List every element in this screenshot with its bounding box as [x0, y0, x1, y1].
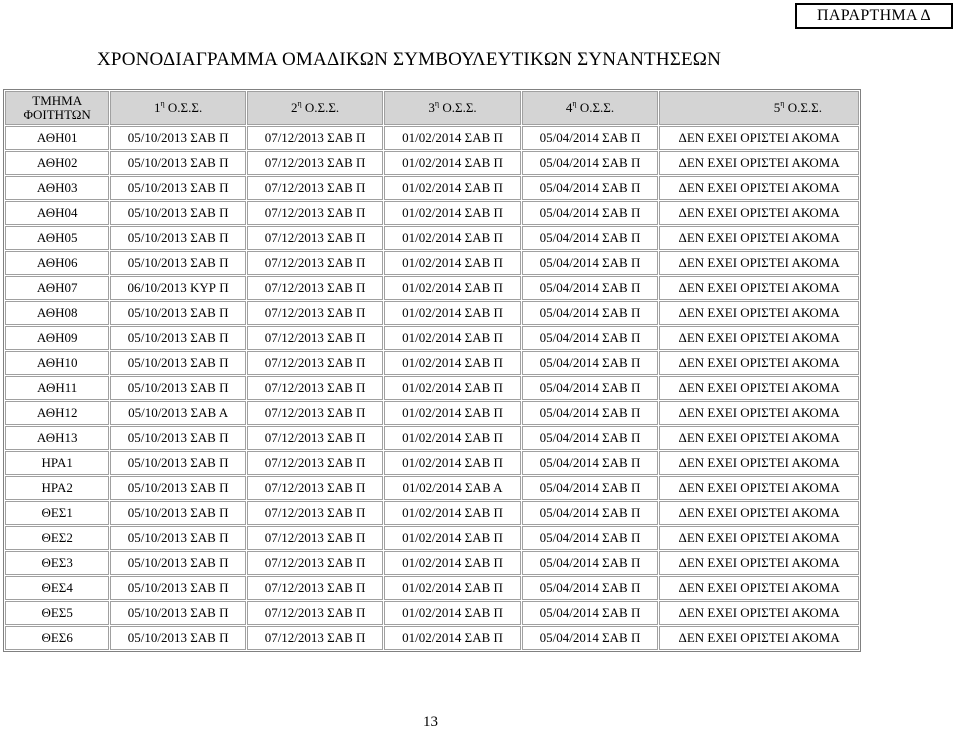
header-label: Ο.Σ.Σ.	[301, 100, 340, 115]
cell-c4: 05/04/2014 ΣΑΒ Π	[522, 301, 658, 325]
header-sup: η	[434, 99, 440, 108]
cell-c2: 07/12/2013 ΣΑΒ Π	[247, 526, 383, 550]
cell-c4: 05/04/2014 ΣΑΒ Π	[522, 601, 658, 625]
cell-dept: ΗΡΑ2	[5, 476, 109, 500]
cell-c3: 01/02/2014 ΣΑΒ Π	[384, 326, 520, 350]
cell-c3: 01/02/2014 ΣΑΒ Π	[384, 376, 520, 400]
header-num: 2	[290, 100, 298, 115]
cell-dept: ΑΘΗ11	[5, 376, 109, 400]
header-dept-line1: ΤΜΗΜΑ	[32, 93, 83, 108]
cell-c5: ΔΕΝ ΕΧΕΙ ΟΡΙΣΤΕΙ ΑΚΟΜΑ	[659, 151, 859, 175]
table-row	[5, 151, 859, 175]
header-sup: η	[572, 99, 577, 108]
cell-c3: 01/02/2014 ΣΑΒ Π	[384, 426, 520, 450]
header-num: 1	[153, 100, 161, 115]
header-sup: η	[160, 99, 165, 108]
cell-c2: 07/12/2013 ΣΑΒ Π	[247, 576, 383, 600]
cell-dept: ΑΘΗ10	[5, 351, 109, 375]
header-oss-5	[659, 91, 859, 125]
cell-c4: 05/04/2014 ΣΑΒ Π	[522, 226, 658, 250]
cell-c3: 01/02/2014 ΣΑΒ Π	[384, 601, 520, 625]
cell-c2: 07/12/2013 ΣΑΒ Π	[247, 351, 383, 375]
cell-c2: 07/12/2013 ΣΑΒ Π	[247, 626, 383, 650]
header-oss-1	[110, 91, 245, 125]
cell-dept: ΑΘΗ13	[5, 426, 109, 450]
header-num: 4	[565, 100, 573, 115]
cell-c4: 05/04/2014 ΣΑΒ Π	[522, 251, 658, 275]
cell-c3: 01/02/2014 ΣΑΒ Π	[384, 451, 520, 475]
cell-c1: 05/10/2013 ΣΑΒ Π	[110, 326, 245, 350]
cell-dept: ΑΘΗ12	[5, 401, 109, 425]
cell-dept: ΘΕΣ5	[5, 601, 109, 625]
header-label: Ο.Σ.Σ.	[576, 100, 615, 115]
cell-c1: 05/10/2013 ΣΑΒ Π	[110, 226, 245, 250]
cell-c5: ΔΕΝ ΕΧΕΙ ΟΡΙΣΤΕΙ ΑΚΟΜΑ	[659, 601, 859, 625]
cell-c1: 05/10/2013 ΣΑΒ Π	[110, 601, 245, 625]
cell-c3: 01/02/2014 ΣΑΒ Π	[384, 576, 520, 600]
cell-c3: 01/02/2014 ΣΑΒ Π	[384, 251, 520, 275]
cell-c4: 05/04/2014 ΣΑΒ Π	[522, 201, 658, 225]
cell-c1: 05/10/2013 ΣΑΒ Π	[110, 201, 245, 225]
cell-c3: 01/02/2014 ΣΑΒ Π	[384, 501, 520, 525]
cell-c3: 01/02/2014 ΣΑΒ Π	[384, 626, 520, 650]
cell-c5: ΔΕΝ ΕΧΕΙ ΟΡΙΣΤΕΙ ΑΚΟΜΑ	[659, 226, 859, 250]
header-dept-line2: ΦΟΙΤΗΤΩΝ	[23, 107, 91, 122]
table-row	[5, 526, 859, 550]
cell-c5: ΔΕΝ ΕΧΕΙ ΟΡΙΣΤΕΙ ΑΚΟΜΑ	[659, 401, 859, 425]
cell-c2: 07/12/2013 ΣΑΒ Π	[247, 551, 383, 575]
table-row	[5, 401, 859, 425]
cell-c5: ΔΕΝ ΕΧΕΙ ΟΡΙΣΤΕΙ ΑΚΟΜΑ	[659, 126, 859, 150]
cell-dept: ΑΘΗ08	[5, 301, 109, 325]
cell-c3: 01/02/2014 ΣΑΒ Π	[384, 351, 520, 375]
table-row	[5, 126, 859, 150]
cell-c4: 05/04/2014 ΣΑΒ Π	[522, 451, 658, 475]
header-num: 3	[428, 100, 435, 115]
cell-c3: 01/02/2014 ΣΑΒ Π	[384, 176, 520, 200]
header-num: 5	[773, 100, 781, 115]
cell-c2: 07/12/2013 ΣΑΒ Π	[247, 201, 383, 225]
table-row	[5, 351, 859, 375]
table-row	[5, 201, 859, 225]
table-header-row	[5, 91, 859, 125]
cell-c5: ΔΕΝ ΕΧΕΙ ΟΡΙΣΤΕΙ ΑΚΟΜΑ	[659, 301, 859, 325]
cell-c4: 05/04/2014 ΣΑΒ Π	[522, 626, 658, 650]
table-row	[5, 476, 859, 500]
header-label: Ο.Σ.Σ.	[164, 100, 203, 115]
cell-c1: 05/10/2013 ΣΑΒ Π	[110, 301, 245, 325]
cell-c5: ΔΕΝ ΕΧΕΙ ΟΡΙΣΤΕΙ ΑΚΟΜΑ	[659, 501, 859, 525]
page-number: 13	[423, 714, 438, 730]
cell-c4: 05/04/2014 ΣΑΒ Π	[522, 151, 658, 175]
cell-dept: ΑΘΗ06	[5, 251, 109, 275]
cell-c1: 05/10/2013 ΣΑΒ Α	[110, 401, 245, 425]
cell-c2: 07/12/2013 ΣΑΒ Π	[247, 601, 383, 625]
cell-c4: 05/04/2014 ΣΑΒ Π	[522, 326, 658, 350]
table-body	[5, 126, 859, 650]
cell-c4: 05/04/2014 ΣΑΒ Π	[522, 126, 658, 150]
cell-c2: 07/12/2013 ΣΑΒ Π	[247, 326, 383, 350]
table-row	[5, 626, 859, 650]
cell-c1: 05/10/2013 ΣΑΒ Π	[110, 351, 245, 375]
cell-c1: 05/10/2013 ΣΑΒ Π	[110, 476, 245, 500]
table-row	[5, 451, 859, 475]
cell-c4: 05/04/2014 ΣΑΒ Π	[522, 501, 658, 525]
cell-c5: ΔΕΝ ΕΧΕΙ ΟΡΙΣΤΕΙ ΑΚΟΜΑ	[659, 476, 859, 500]
cell-c4: 05/04/2014 ΣΑΒ Π	[522, 476, 658, 500]
table-row	[5, 501, 859, 525]
cell-c1: 05/10/2013 ΣΑΒ Π	[110, 501, 245, 525]
cell-c2: 07/12/2013 ΣΑΒ Π	[247, 376, 383, 400]
cell-c1: 05/10/2013 ΣΑΒ Π	[110, 376, 245, 400]
cell-c1: 05/10/2013 ΣΑΒ Π	[110, 576, 245, 600]
cell-dept: ΘΕΣ2	[5, 526, 109, 550]
cell-dept: ΑΘΗ01	[5, 126, 109, 150]
cell-c2: 07/12/2013 ΣΑΒ Π	[247, 401, 383, 425]
cell-c3: 01/02/2014 ΣΑΒ Π	[384, 126, 520, 150]
cell-c3: 01/02/2014 ΣΑΒ Π	[384, 151, 520, 175]
cell-dept: ΑΘΗ07	[5, 276, 109, 300]
cell-c2: 07/12/2013 ΣΑΒ Π	[247, 301, 383, 325]
annex-label: ΠΑΡΑΡΤΗΜΑ Δ	[795, 3, 953, 29]
cell-c5: ΔΕΝ ΕΧΕΙ ΟΡΙΣΤΕΙ ΑΚΟΜΑ	[659, 276, 859, 300]
schedule-table	[4, 90, 860, 651]
cell-c3: 01/02/2014 ΣΑΒ Π	[384, 201, 520, 225]
header-sup: η	[297, 99, 302, 108]
cell-c4: 05/04/2014 ΣΑΒ Π	[522, 551, 658, 575]
cell-dept: ΗΡΑ1	[5, 451, 109, 475]
header-dept	[5, 91, 109, 125]
cell-c5: ΔΕΝ ΕΧΕΙ ΟΡΙΣΤΕΙ ΑΚΟΜΑ	[659, 351, 859, 375]
cell-dept: ΘΕΣ3	[5, 551, 109, 575]
cell-c1: 05/10/2013 ΣΑΒ Π	[110, 126, 245, 150]
header-sup: η	[780, 99, 785, 108]
cell-c5: ΔΕΝ ΕΧΕΙ ΟΡΙΣΤΕΙ ΑΚΟΜΑ	[659, 251, 859, 275]
schedule-table-frame	[3, 89, 861, 652]
cell-c2: 07/12/2013 ΣΑΒ Π	[247, 451, 383, 475]
cell-c2: 07/12/2013 ΣΑΒ Π	[247, 476, 383, 500]
table-row	[5, 576, 859, 600]
cell-c5: ΔΕΝ ΕΧΕΙ ΟΡΙΣΤΕΙ ΑΚΟΜΑ	[659, 626, 859, 650]
cell-c1: 05/10/2013 ΣΑΒ Π	[110, 251, 245, 275]
cell-c1: 05/10/2013 ΣΑΒ Π	[110, 151, 245, 175]
cell-c2: 07/12/2013 ΣΑΒ Π	[247, 226, 383, 250]
table-row	[5, 176, 859, 200]
cell-c3: 01/02/2014 ΣΑΒ Π	[384, 401, 520, 425]
cell-c1: 05/10/2013 ΣΑΒ Π	[110, 551, 245, 575]
table-row	[5, 301, 859, 325]
header-oss-2	[247, 91, 383, 125]
cell-c3: 01/02/2014 ΣΑΒ Π	[384, 226, 520, 250]
cell-c4: 05/04/2014 ΣΑΒ Π	[522, 351, 658, 375]
cell-c2: 07/12/2013 ΣΑΒ Π	[247, 126, 383, 150]
header-oss-3	[384, 91, 520, 125]
cell-c4: 05/04/2014 ΣΑΒ Π	[522, 526, 658, 550]
document-title: ΧΡΟΝΟΔΙΑΓΡΑΜΜΑ ΟΜΑΔΙΚΩΝ ΣΥΜΒΟΥΛΕΥΤΙΚΩΝ ΣΥΝΑΝΤΗΣΕΩΝ	[97, 49, 722, 70]
cell-dept: ΑΘΗ02	[5, 151, 109, 175]
cell-c2: 07/12/2013 ΣΑΒ Π	[247, 176, 383, 200]
table-row	[5, 376, 859, 400]
cell-dept: ΘΕΣ1	[5, 501, 109, 525]
cell-c5: ΔΕΝ ΕΧΕΙ ΟΡΙΣΤΕΙ ΑΚΟΜΑ	[659, 526, 859, 550]
table-row	[5, 226, 859, 250]
cell-c2: 07/12/2013 ΣΑΒ Π	[247, 251, 383, 275]
cell-c1: 05/10/2013 ΣΑΒ Π	[110, 176, 245, 200]
cell-c5: ΔΕΝ ΕΧΕΙ ΟΡΙΣΤΕΙ ΑΚΟΜΑ	[659, 551, 859, 575]
cell-c4: 05/04/2014 ΣΑΒ Π	[522, 176, 658, 200]
cell-c3: 01/02/2014 ΣΑΒ Π	[384, 526, 520, 550]
cell-c5: ΔΕΝ ΕΧΕΙ ΟΡΙΣΤΕΙ ΑΚΟΜΑ	[659, 376, 859, 400]
cell-c3: 01/02/2014 ΣΑΒ Π	[384, 301, 520, 325]
table-row	[5, 601, 859, 625]
cell-c4: 05/04/2014 ΣΑΒ Π	[522, 426, 658, 450]
table-row	[5, 326, 859, 350]
cell-c2: 07/12/2013 ΣΑΒ Π	[247, 501, 383, 525]
cell-c5: ΔΕΝ ΕΧΕΙ ΟΡΙΣΤΕΙ ΑΚΟΜΑ	[659, 176, 859, 200]
cell-c1: 06/10/2013 ΚΥΡ Π	[110, 276, 245, 300]
table-row	[5, 276, 859, 300]
cell-c1: 05/10/2013 ΣΑΒ Π	[110, 526, 245, 550]
header-label: Ο.Σ.Σ.	[784, 100, 822, 115]
cell-c2: 07/12/2013 ΣΑΒ Π	[247, 276, 383, 300]
table-row	[5, 251, 859, 275]
cell-c4: 05/04/2014 ΣΑΒ Π	[522, 376, 658, 400]
table-row	[5, 551, 859, 575]
cell-dept: ΑΘΗ03	[5, 176, 109, 200]
cell-dept: ΘΕΣ4	[5, 576, 109, 600]
cell-c5: ΔΕΝ ΕΧΕΙ ΟΡΙΣΤΕΙ ΑΚΟΜΑ	[659, 326, 859, 350]
cell-c5: ΔΕΝ ΕΧΕΙ ΟΡΙΣΤΕΙ ΑΚΟΜΑ	[659, 451, 859, 475]
cell-dept: ΘΕΣ6	[5, 626, 109, 650]
cell-c4: 05/04/2014 ΣΑΒ Π	[522, 276, 658, 300]
cell-c1: 05/10/2013 ΣΑΒ Π	[110, 626, 245, 650]
cell-dept: ΑΘΗ09	[5, 326, 109, 350]
cell-c1: 05/10/2013 ΣΑΒ Π	[110, 426, 245, 450]
cell-c5: ΔΕΝ ΕΧΕΙ ΟΡΙΣΤΕΙ ΑΚΟΜΑ	[659, 201, 859, 225]
cell-c2: 07/12/2013 ΣΑΒ Π	[247, 151, 383, 175]
cell-c3: 01/02/2014 ΣΑΒ Π	[384, 551, 520, 575]
cell-c5: ΔΕΝ ΕΧΕΙ ΟΡΙΣΤΕΙ ΑΚΟΜΑ	[659, 576, 859, 600]
cell-c3: 01/02/2014 ΣΑΒ Α	[384, 476, 520, 500]
cell-c2: 07/12/2013 ΣΑΒ Π	[247, 426, 383, 450]
cell-c4: 05/04/2014 ΣΑΒ Π	[522, 576, 658, 600]
cell-c1: 05/10/2013 ΣΑΒ Π	[110, 451, 245, 475]
table-row	[5, 426, 859, 450]
cell-c5: ΔΕΝ ΕΧΕΙ ΟΡΙΣΤΕΙ ΑΚΟΜΑ	[659, 426, 859, 450]
cell-dept: ΑΘΗ05	[5, 226, 109, 250]
cell-c4: 05/04/2014 ΣΑΒ Π	[522, 401, 658, 425]
cell-dept: ΑΘΗ04	[5, 201, 109, 225]
cell-c3: 01/02/2014 ΣΑΒ Π	[384, 276, 520, 300]
header-oss-4	[522, 91, 658, 125]
header-label: Ο.Σ.Σ.	[439, 100, 477, 115]
